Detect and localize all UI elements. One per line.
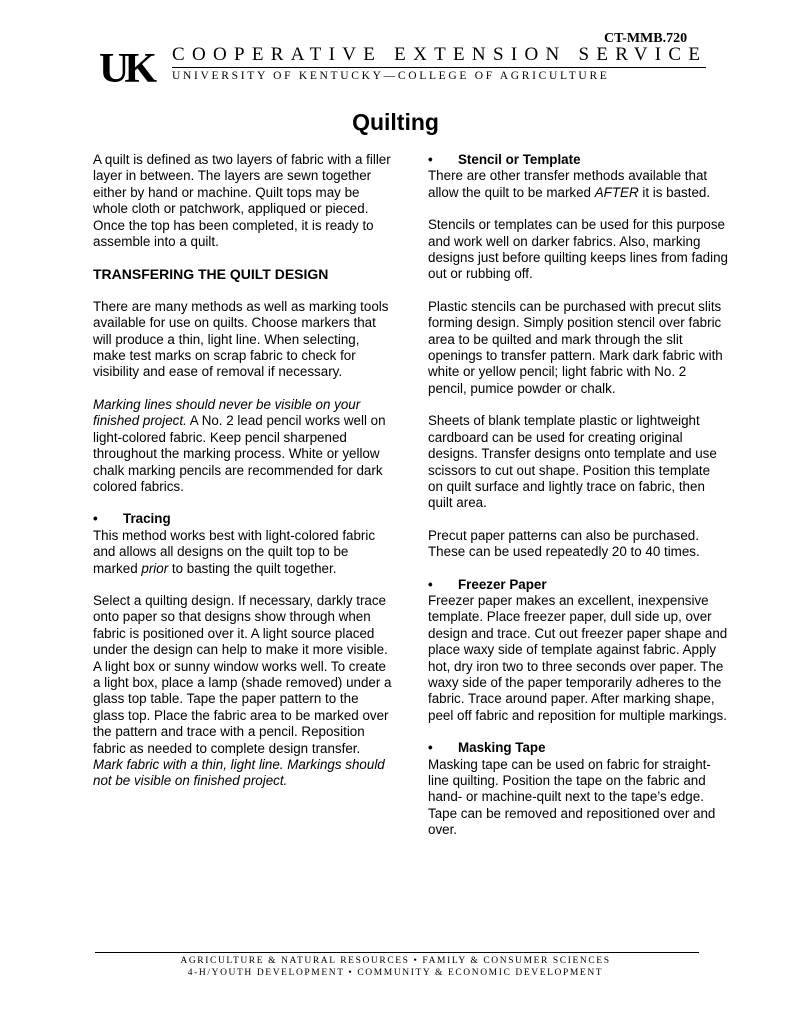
masking-title: Masking Tape	[458, 740, 546, 756]
page-title: Quilting	[352, 109, 439, 135]
org-name: COOPERATIVE EXTENSION SERVICE	[172, 44, 708, 65]
bullet-icon: •	[428, 740, 433, 756]
masking-heading	[428, 740, 728, 756]
freezer-title: Freezer Paper	[458, 576, 547, 592]
stencil-text-a: There are other transfer methods available that allow the quilt to be marked	[428, 168, 708, 200]
template-sheets-paragraph: Sheets of blank template plastic or lightweight cardboard can be used for creating original designs. Transfer designs onto template and use scissors to cut out shape. Position this template on quilt surface and lightly trace on fabric, then quilt area.	[428, 413, 717, 511]
section-heading: TRANSFERING THE QUILT DESIGN	[93, 266, 329, 283]
marking-pencils-text: A No. 2 lead pencil works well on light-colored fabric. Keep pencil sharpened throughout the marking process. White or yellow chalk marking pencils are recommended for dark colored fabrics.	[93, 413, 386, 494]
light-box-warning: Mark fabric with a thin, light line. Markings should not be visible on finished project.	[93, 757, 385, 789]
marking-warning: Marking lines should never be visible on your finished project.	[93, 396, 361, 429]
tracing-text-a: This method works best with light-colored fabric and allows all designs on the quilt top to be marked	[93, 527, 376, 576]
footer-rule	[95, 952, 699, 953]
bullet-icon: •	[428, 152, 433, 167]
stencil-heading	[428, 152, 728, 168]
footer-line-1: AGRICULTURE & NATURAL RESOURCES • FAMILY & CONSUMER SCIENCES	[180, 956, 611, 966]
intro-paragraph: A quilt is defined as two layers of fabric with a filler layer in between. The layers are sewn together either by hand or machine. Quilt tops may be whole cloth or patchwork, appliqued or pieced. Once the top has been completed, it is ready to assemble into a quilt.	[93, 152, 391, 250]
university-name: UNIVERSITY OF KENTUCKY—COLLEGE OF AGRICULTURE	[172, 70, 610, 82]
stencil-title: Stencil or Template	[458, 152, 581, 167]
markers-paragraph: There are many methods as well as marking tools available for use on quilts. Choose markers that will produce a thin, light line. When selecting, make test marks on scrap fabric to check for visibility and ease of removal if necessary.	[93, 298, 389, 380]
masking-paragraph: Masking tape can be used on fabric for straight-line quilting. Position the tape on the fabric and hand- or machine-quilt next to the tape’s edge. Tape can be removed and repositioned over and over.	[428, 756, 716, 838]
light-box-text: Select a quilting design. If necessary, darkly trace onto paper so that designs show through when fabric is positioned over it. A light source placed under the design can help to make it more visible. A light box or sunny window works well. To create a light box, place a lamp (shade removed) under a glass top table. Tape the paper pattern to the glass top. Place the fabric area to be marked over the pattern and trace with a pencil. Reposition fabric as needed to complete design transfer.	[93, 592, 392, 756]
stencil-emphasis: AFTER	[594, 184, 639, 200]
uk-logo: UK	[99, 46, 152, 92]
tracing-emphasis: prior	[141, 560, 169, 576]
light-box-paragraph	[93, 593, 393, 790]
stencil-text-b: it is basted.	[638, 184, 711, 200]
document-id: CT-MMB.720	[604, 31, 688, 46]
freezer-heading	[428, 577, 728, 593]
header-rule	[172, 67, 706, 68]
tracing-heading	[93, 511, 393, 527]
stencil-paragraph	[428, 168, 728, 201]
tracing-title: Tracing	[123, 511, 171, 527]
marking-lines-paragraph	[93, 397, 393, 495]
precut-patterns-paragraph: Precut paper patterns can also be purchased. These can be used repeatedly 20 to 40 times.	[428, 527, 700, 560]
plastic-stencils-paragraph: Plastic stencils can be purchased with precut slits forming design. Simply position stencil over fabric area to be quilted and mark through the slit openings to transfer pattern. Mark dark fabric with white or yellow pencil; light fabric with No. 2 pencil, pumice powder or chalk.	[428, 298, 723, 396]
right-column	[428, 152, 728, 855]
freezer-paragraph: Freezer paper makes an excellent, inexpensive template. Place freezer paper, dull side up, over design and trace. Cut out freezer paper shape and place waxy side of template against fabric. Apply hot, dry iron two to three seconds over paper. The waxy side of the paper temporarily adheres to the fabric. Trace around paper. After marking shape, peel off fabric and reposition for multiple markings.	[428, 592, 728, 723]
bullet-icon: •	[428, 576, 433, 592]
bullet-icon: •	[93, 511, 98, 527]
footer-line-2: 4-H/YOUTH DEVELOPMENT • COMMUNITY & ECONOMIC DEVELOPMENT	[187, 968, 604, 978]
tracing-paragraph	[93, 528, 393, 577]
stencil-purpose-paragraph: Stencils or templates can be used for this purpose and work well on darker fabrics. Also, marking designs just before quilting keeps lines from fading out or rubbing off.	[428, 217, 728, 282]
tracing-text-b: to basting the quilt together.	[168, 560, 337, 576]
left-column	[93, 152, 393, 806]
